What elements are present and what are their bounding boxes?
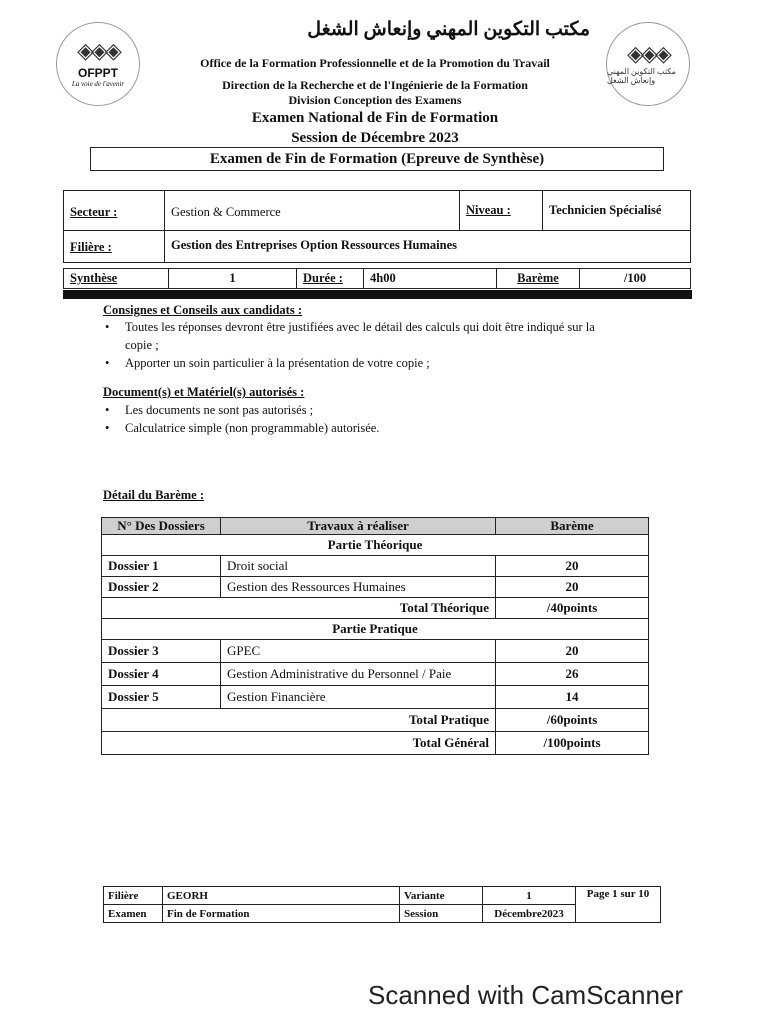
total-general-label: Total Général (102, 732, 496, 755)
table-row (102, 640, 649, 663)
arabic-institution-title: مكتب التكوين المهني وإنعاش الشغل (307, 19, 590, 40)
dossier-cell: Dossier 2 (102, 577, 221, 598)
points-cell: 26 (496, 663, 649, 686)
ofppt-emblem-icon: ◈◈◈ (77, 38, 119, 63)
direction-name: Direction de la Recherche et de l'Ingénierie de la Formation (222, 78, 528, 92)
filiere-value: Gestion des Entreprises Option Ressources Humaines (165, 231, 691, 263)
dossier-cell: Dossier 1 (102, 556, 221, 577)
duree-value: 4h00 (364, 269, 497, 289)
bareme-table (101, 517, 649, 755)
bareme-heading: Détail du Barème : (103, 488, 205, 502)
logo-left-tagline: La voie de l'avenir (71, 80, 125, 88)
col-bareme: Barème (496, 518, 649, 535)
total-pratique-label: Total Pratique (102, 709, 496, 732)
points-cell: 20 (496, 640, 649, 663)
partie-theorique: Partie Théorique (102, 535, 649, 556)
document-item: • Calculatrice simple (non programmable) autorisée. (125, 419, 685, 437)
dossier-cell: Dossier 4 (102, 663, 221, 686)
logo-left-text: OFPPT (77, 66, 118, 80)
footer-examen-label: Examen (104, 905, 163, 923)
consignes-list (103, 318, 685, 372)
office-name: Office de la Formation Professionnelle et de la Promotion du Travail (200, 56, 550, 70)
documents-heading: Document(s) et Matériel(s) autorisés : (103, 385, 305, 399)
travail-cell: Gestion Administrative du Personnel / Paie (221, 663, 496, 686)
synthese-label: Synthèse (64, 269, 169, 289)
secteur-label: Secteur : (64, 191, 165, 231)
niveau-label: Niveau : (460, 191, 543, 231)
table-row (102, 556, 649, 577)
total-theorique-value: /40points (496, 598, 649, 619)
footer-table (103, 886, 661, 923)
footer-session-value: Décembre2023 (483, 905, 576, 923)
filiere-label: Filière : (64, 231, 165, 263)
logo-right-arabic: مكتب التكوين المهني وإنعاش الشغل (607, 67, 676, 85)
total-theorique-label: Total Théorique (102, 598, 496, 619)
footer-session-label: Session (400, 905, 483, 923)
separator-bar (63, 290, 692, 299)
footer-variante-label: Variante (400, 887, 483, 905)
consignes-heading: Consignes et Conseils aux candidats : (103, 303, 302, 317)
bareme-label: Barème (497, 269, 580, 289)
duree-label: Durée : (297, 269, 364, 289)
footer-filiere-label: Filière (104, 887, 163, 905)
table-row (102, 686, 649, 709)
partie-pratique: Partie Pratique (102, 619, 649, 640)
niveau-value: Technicien Spécialisé (543, 191, 691, 231)
col-travaux: Travaux à réaliser (221, 518, 496, 535)
total-general-value: /100points (496, 732, 649, 755)
documents-list (103, 401, 685, 437)
travail-cell: Gestion des Ressources Humaines (221, 577, 496, 598)
dossier-cell: Dossier 3 (102, 640, 221, 663)
document-item: • Les documents ne sont pas autorisés ; (125, 401, 685, 419)
exam-info-table (63, 190, 691, 263)
division-name: Division Conception des Examens (288, 93, 462, 107)
exam-session: Session de Décembre 2023 (291, 130, 459, 146)
secteur-value: Gestion & Commerce (165, 191, 460, 231)
total-pratique-value: /60points (496, 709, 649, 732)
points-cell: 14 (496, 686, 649, 709)
footer-page: Page 1 sur 10 (576, 887, 661, 923)
points-cell: 20 (496, 577, 649, 598)
ofppt-logo-right (606, 22, 690, 106)
ofppt-emblem-icon: ◈◈◈ (627, 41, 669, 66)
footer-filiere-value: GEORH (163, 887, 400, 905)
ofppt-logo-left (56, 22, 140, 106)
travail-cell: Gestion Financière (221, 686, 496, 709)
table-row (102, 577, 649, 598)
consigne-item-continuation (125, 336, 685, 354)
travail-cell: Droit social (221, 556, 496, 577)
col-dossiers: N° Des Dossiers (102, 518, 221, 535)
consigne-item-continuation-text: copie ; (125, 338, 159, 352)
footer-variante-value: 1 (483, 887, 576, 905)
footer-examen-value: Fin de Formation (163, 905, 400, 923)
consigne-item: • Apporter un soin particulier à la présentation de votre copie ; (125, 354, 685, 372)
exam-title: Examen National de Fin de Formation (251, 110, 499, 126)
points-cell: 20 (496, 556, 649, 577)
table-row (102, 663, 649, 686)
bareme-value: /100 (580, 269, 691, 289)
exam-synthese-table (63, 268, 691, 289)
travail-cell: GPEC (221, 640, 496, 663)
exam-boxed-title: Examen de Fin de Formation (Epreuve de Synthèse) (90, 147, 664, 171)
consigne-item: • Toutes les réponses devront être justifiées avec le détail des calculs qui doit être indiqué sur la (125, 318, 685, 336)
synthese-value: 1 (169, 269, 297, 289)
dossier-cell: Dossier 5 (102, 686, 221, 709)
camscanner-watermark: Scanned with CamScanner (368, 980, 684, 1010)
